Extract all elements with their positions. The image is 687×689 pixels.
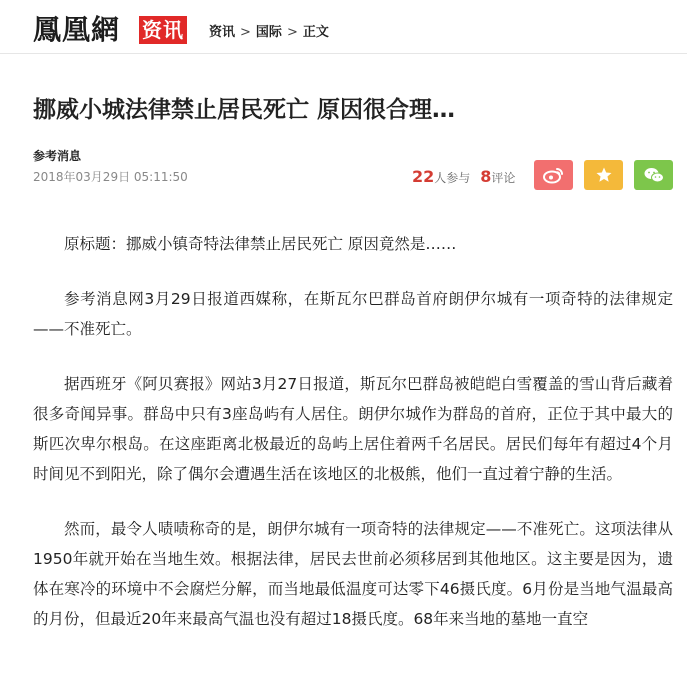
- channel-badge[interactable]: 资讯: [139, 16, 187, 44]
- comments-count[interactable]: 8: [480, 167, 492, 186]
- breadcrumb-item-news[interactable]: 资讯: [209, 25, 236, 40]
- article-body: [33, 229, 673, 659]
- article-stats: [412, 167, 515, 188]
- breadcrumb-separator: >: [286, 25, 298, 40]
- share-weibo-button[interactable]: [534, 160, 573, 190]
- weibo-icon: [543, 166, 565, 184]
- participants-count[interactable]: 22: [412, 167, 435, 186]
- comments-label[interactable]: 评论: [491, 171, 516, 185]
- article-title: 挪威小城法律禁止居民死亡 原因很合理…: [33, 97, 456, 123]
- favorite-button[interactable]: [584, 160, 623, 190]
- site-header: [0, 0, 687, 54]
- star-icon: [595, 166, 613, 184]
- breadcrumb: [209, 24, 329, 42]
- article-paragraph: 原标题：挪威小镇奇特法律禁止居民死亡 原因竟然是……: [64, 235, 457, 253]
- breadcrumb-item-international[interactable]: 国际: [255, 25, 282, 40]
- article-source[interactable]: 参考消息: [33, 149, 82, 163]
- share-wechat-button[interactable]: [634, 160, 673, 190]
- wechat-icon: [643, 166, 665, 184]
- article-paragraph: 据西班牙《阿贝赛报》网站3月27日报道，斯瓦尔巴群岛被皑皑白雪覆盖的雪山背后藏着很多奇闻异事。群岛中只有3座岛屿有人居住。朗伊尔城作为群岛的首府，正位于其中最大的斯匹次卑尔根岛。在这座距离北极最近的岛屿上居住着两千名居民。居民们每年有超过4个月时间见不到阳光，除了偶尔会遭遇生活在该地区的北极熊，他们一直过着宁静的生活。: [33, 375, 673, 483]
- participants-label[interactable]: 人参与: [434, 171, 471, 185]
- site-logo[interactable]: 鳳凰網: [33, 13, 121, 46]
- breadcrumb-separator: >: [240, 25, 251, 40]
- article-paragraph: 然而，最令人啧啧称奇的是，朗伊尔城有一项奇特的法律规定——不准死亡。这项法律从1950年就开始在当地生效。根据法律，居民去世前必须移居到其他地区。这主要是因为，遗体在寒冷的环境中不会腐烂分解，而当地最低温度可达零下46摄氏度。6月份是当地气温最高的月份，但最近20年来最高气温也没有超过18摄氏度。68年来当地的墓地一直空: [33, 520, 673, 628]
- article-paragraph: 参考消息网3月29日报道西媒称，在斯瓦尔巴群岛首府朗伊尔城有一项奇特的法律规定——不准死亡。: [33, 290, 673, 338]
- breadcrumb-item-article: 正文: [302, 25, 329, 40]
- article-datetime: 2018年03月29日 05:11:50: [33, 170, 188, 184]
